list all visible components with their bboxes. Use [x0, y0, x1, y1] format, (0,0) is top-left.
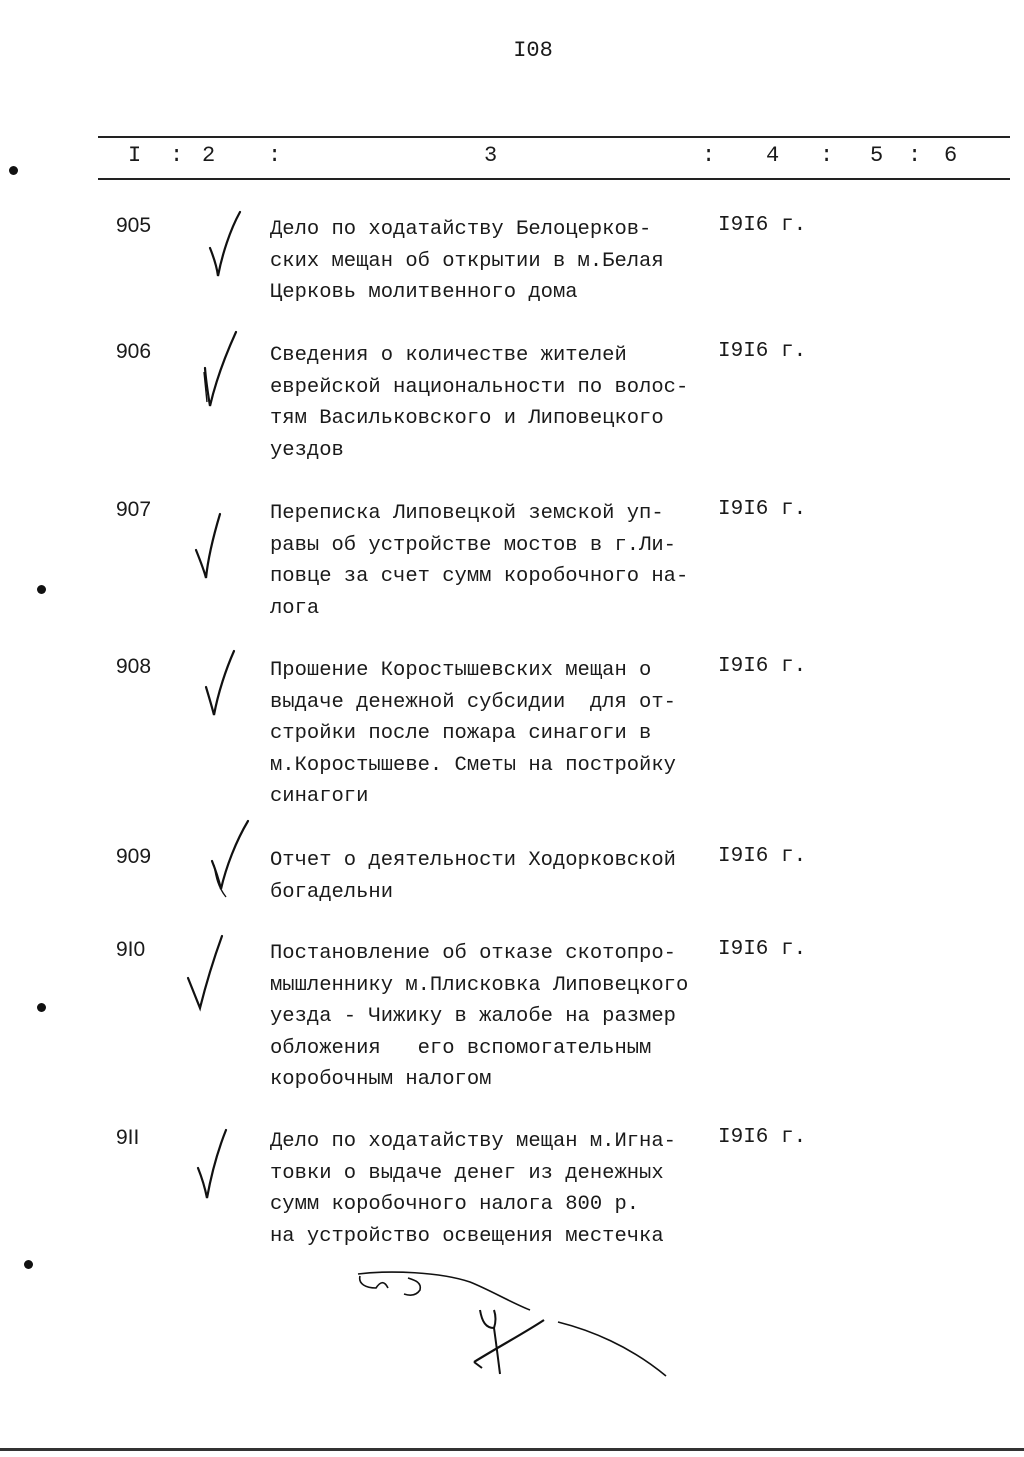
entry-date: I9I6 г.	[718, 655, 807, 678]
column-header-5: 5	[870, 143, 884, 168]
entry-date: I9I6 г.	[718, 1126, 807, 1149]
entry-number: 909	[116, 845, 152, 868]
entry-number: 908	[116, 655, 152, 678]
checkmark-icon	[194, 512, 230, 582]
column-separator: :	[908, 143, 922, 168]
column-separator: :	[170, 143, 184, 168]
checkmark-icon	[204, 649, 238, 719]
entry-description: Дело по ходатайству Белоцерков- ских мещан об открытии в м.Белая Церковь молитвенного дома	[270, 218, 664, 304]
checkmark-icon	[200, 330, 240, 410]
checkmark-icon	[196, 1128, 232, 1202]
entry-date: I9I6 г.	[718, 938, 807, 961]
margin-dot	[37, 585, 46, 594]
entry-date: I9I6 г.	[718, 340, 807, 363]
column-header-4: 4	[766, 143, 780, 168]
entry-description: Сведения о количестве жителей еврейской национальности по волос- тям Васильковского и Липовецкого уездов	[270, 344, 689, 462]
header-rule-top	[98, 136, 1010, 138]
column-separator: :	[702, 143, 716, 168]
column-header-2: 2	[202, 143, 216, 168]
checkmark-icon	[208, 819, 252, 899]
entry-description: Дело по ходатайству мещан м.Игна- товки о выдаче денег из денежных сумм коробочного налога 800 р. на устройство освещения местечка	[270, 1130, 676, 1248]
entry-description: Постановление об отказе скотопро- мышленнику м.Плисковка Липовецкого уезда - Чижику в жалобе на размер обложения его вспомогательным коробочным налогом	[270, 942, 689, 1091]
column-separator: :	[820, 143, 834, 168]
column-header-6: 6	[944, 143, 958, 168]
header-rule-bottom	[98, 178, 1010, 180]
page-bottom-edge	[0, 1448, 1024, 1451]
table-header	[98, 143, 1010, 173]
entry-number: 907	[116, 498, 152, 521]
entry-description: Отчет о деятельности Ходорковской богадельни	[270, 849, 676, 904]
margin-dot	[37, 1003, 46, 1012]
margin-dot	[24, 1260, 33, 1269]
checkmark-icon	[208, 210, 242, 280]
entry-date: I9I6 г.	[718, 498, 807, 521]
margin-dot	[9, 166, 18, 175]
entry-number: 905	[116, 214, 152, 237]
entry-description: Прошение Коростышевских мещан о выдаче денежной субсидии для от- стройки после пожара синагоги в м.Коростышеве. Сметы на постройку синагоги	[270, 659, 676, 808]
column-header-3: 3	[484, 143, 498, 168]
checkmark-icon	[186, 934, 230, 1014]
entry-number: 9II	[116, 1126, 140, 1149]
handwritten-signature-icon	[330, 1262, 690, 1387]
entry-date: I9I6 г.	[718, 214, 807, 237]
entry-description: Переписка Липовецкой земской уп- равы об устройстве мостов в г.Ли- повце за счет сумм коробочного на- лога	[270, 502, 689, 620]
column-separator: :	[268, 143, 282, 168]
column-header-1: I	[128, 143, 142, 168]
entry-number: 906	[116, 340, 152, 363]
entry-number: 9I0	[116, 938, 146, 961]
entry-date: I9I6 г.	[718, 845, 807, 868]
page-number: I08	[513, 38, 553, 63]
